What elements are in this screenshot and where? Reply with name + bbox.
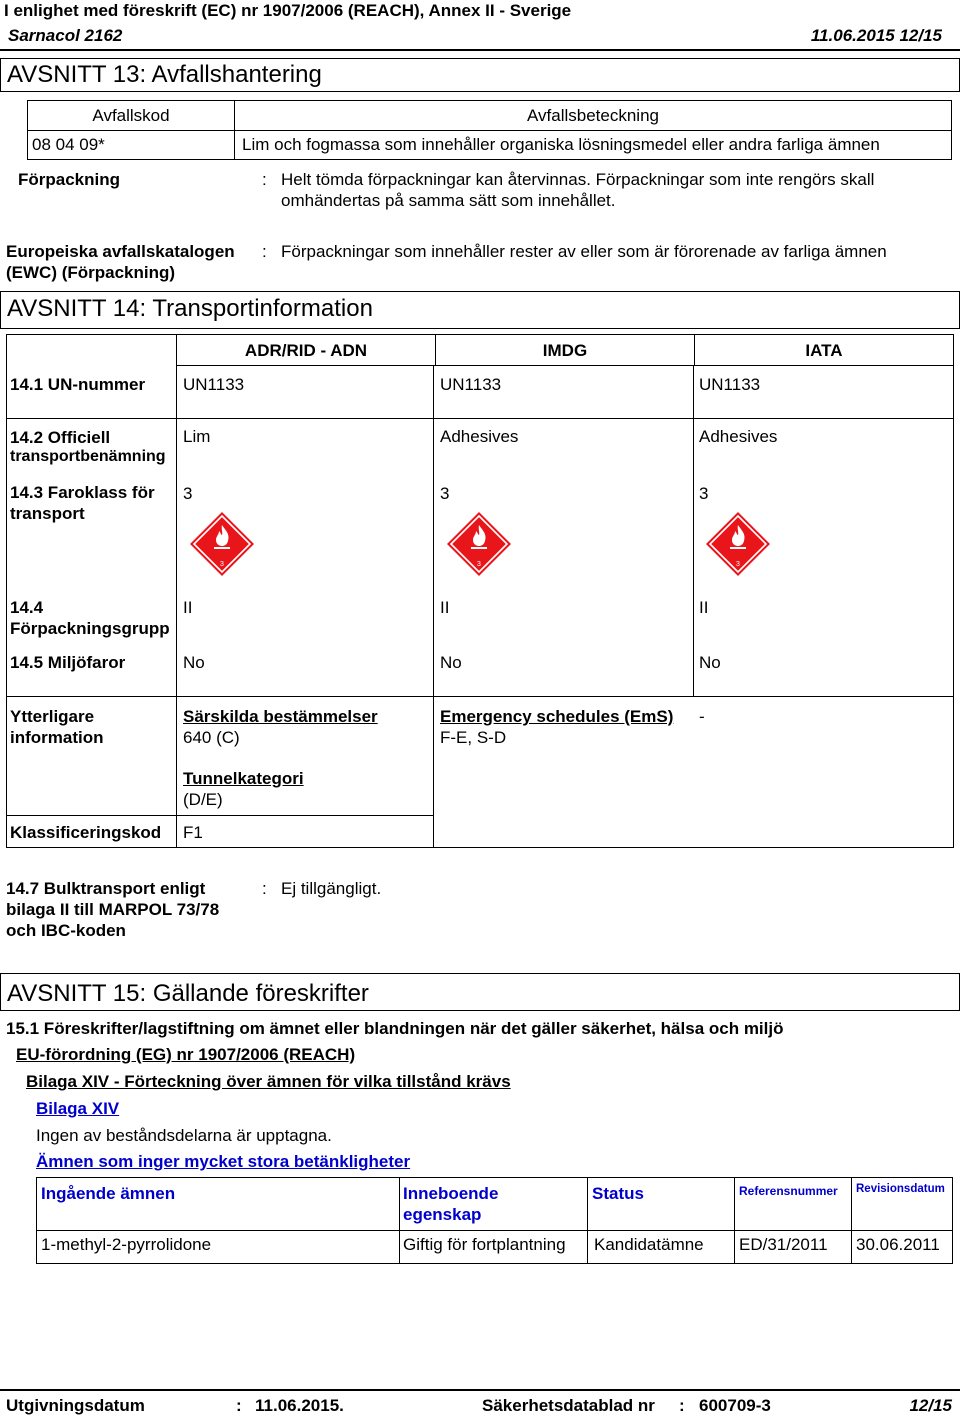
packing-group-imdg: II <box>440 598 450 617</box>
packing-group-adr: II <box>183 598 193 617</box>
table-divider <box>433 418 434 848</box>
colon: : <box>262 879 267 898</box>
transport-column-headers <box>176 334 954 366</box>
table-divider <box>176 418 177 848</box>
col-adr: ADR/RID - ADN <box>244 341 368 360</box>
table-divider <box>851 1178 852 1263</box>
packaging-text-line1: Helt tömda förpackningar kan återvinnas. Förpackningar som inte rengörs skall <box>281 170 875 189</box>
svhc-property: Giftig för fortplantning <box>403 1235 566 1254</box>
reach-regulation: EU-förordning (EG) nr 1907/2006 (REACH) <box>16 1045 356 1064</box>
section13-title: AVSNITT 13: Avfallshantering <box>7 61 322 88</box>
table-divider <box>6 696 954 697</box>
shipping-name-label-line2: transportbenämning <box>10 448 166 465</box>
ewc-label-line2: (EWC) (Förpackning) <box>6 263 176 282</box>
packing-group-iata: II <box>699 598 709 617</box>
svhc-substance: 1-methyl-2-pyrrolidone <box>41 1235 212 1254</box>
col-header-waste-description: Avfallsbeteckning <box>527 106 659 125</box>
section13-title-box <box>0 58 960 92</box>
table-divider <box>587 1178 588 1263</box>
issue-date-label: Utgivningsdatum <box>6 1396 145 1415</box>
hazard-class-label-line1: 14.3 Faroklass för <box>10 483 155 502</box>
waste-description: Lim och fogmassa som innehåller organiska lösningsmedel eller andra farliga ämnen <box>242 135 880 154</box>
colon: : <box>236 1396 242 1415</box>
issue-date-value: 11.06.2015. <box>255 1396 344 1415</box>
colon: : <box>679 1396 685 1415</box>
env-hazard-adr: No <box>183 653 205 672</box>
flammable-liquid-pictogram-iata <box>705 511 771 582</box>
ewc-text: Förpackningar som innehåller rester av eller som är förorenade av farliga ämnen <box>281 242 887 261</box>
packaging-label: Förpackning <box>18 170 121 189</box>
section15-title-box <box>0 973 960 1011</box>
packing-group-label-line1: 14.4 <box>10 598 44 617</box>
transport-table <box>6 334 954 848</box>
svhc-status: Kandidatämne <box>594 1235 704 1254</box>
svhc-header-property-line2: egenskap <box>403 1205 482 1224</box>
un-value-adr: UN1133 <box>183 375 245 394</box>
svg-text:3: 3 <box>477 561 481 568</box>
bulk-transport-label-line3: och IBC-koden <box>6 921 126 940</box>
table-divider <box>693 366 694 418</box>
table-divider <box>28 130 951 131</box>
table-divider <box>176 366 177 418</box>
shipping-name-imdg: Adhesives <box>440 427 519 446</box>
svhc-table <box>36 1177 953 1264</box>
svg-text:3: 3 <box>220 561 224 568</box>
section14-title: AVSNITT 14: Transportinformation <box>7 295 373 322</box>
col-header-waste-code: Avfallskod <box>92 106 170 125</box>
bulk-transport-label-line2: bilaga II till MARPOL 73/78 <box>6 900 220 919</box>
svhc-header-reference: Referensnummer <box>739 1184 838 1198</box>
section14-title-box <box>0 291 960 329</box>
table-divider <box>37 1230 952 1231</box>
hazard-class-imdg: 3 <box>440 484 450 503</box>
regulations-subtitle: 15.1 Föreskrifter/lagstiftning om ämnet eller blandningen när det gäller säkerhet, hälsa och miljö <box>6 1019 784 1038</box>
product-name: Sarnacol 2162 <box>8 26 123 45</box>
flammable-liquid-pictogram-adr <box>189 511 255 582</box>
svhc-header-revision: Revisionsdatum <box>856 1183 945 1195</box>
un-value-imdg: UN1133 <box>440 375 502 394</box>
section15-title: AVSNITT 15: Gällande föreskrifter <box>7 980 369 1007</box>
ewc-label-line1: Europeiska avfallskatalogen <box>6 242 235 261</box>
un-value-iata: UN1133 <box>699 375 761 394</box>
annex-xiv-text: Ingen av beståndsdelarna är upptagna. <box>36 1126 332 1145</box>
shipping-name-iata: Adhesives <box>699 427 778 446</box>
svhc-header-substance: Ingående ämnen <box>41 1184 176 1203</box>
svhc-header-property-line1: Inneboende <box>403 1184 499 1203</box>
tunnel-category-title: Tunnelkategori <box>183 769 304 788</box>
sds-number-value: 600709-3 <box>699 1396 771 1415</box>
special-provisions-title: Särskilda bestämmelser <box>183 707 378 726</box>
table-divider <box>433 366 434 418</box>
hazard-class-label-line2: transport <box>10 504 85 523</box>
hazard-class-iata: 3 <box>699 484 709 503</box>
header-divider <box>0 49 960 51</box>
annex-xiv-heading: Bilaga XIV - Förteckning över ämnen för vilka tillstånd krävs <box>26 1072 511 1091</box>
svhc-reference: ED/31/2011 <box>739 1235 828 1254</box>
bulk-transport-value: Ej tillgängligt. <box>281 879 382 898</box>
table-divider <box>734 1178 735 1263</box>
env-hazard-label: 14.5 Miljöfaror <box>10 653 126 672</box>
ems-title: Emergency schedules (EmS) <box>440 707 674 726</box>
additional-info-label-line2: information <box>10 728 104 747</box>
annex-xiv-link[interactable]: Bilaga XIV <box>36 1099 120 1118</box>
shipping-name-label-line1: 14.2 Officiell <box>10 428 111 447</box>
colon: : <box>262 170 267 189</box>
table-divider <box>399 1178 400 1263</box>
classification-code-value: F1 <box>183 823 203 842</box>
ems-value: F-E, S-D <box>440 728 507 747</box>
regulation-header: I enlighet med föreskrift (EC) nr 1907/2006 (REACH), Annex II - Sverige <box>4 1 572 20</box>
footer-divider <box>0 1389 960 1391</box>
col-imdg: IMDG <box>542 341 588 360</box>
svhc-link[interactable]: Ämnen som inger mycket stora betänkligheter <box>36 1152 411 1171</box>
svg-text:3: 3 <box>736 561 740 568</box>
un-number-label: 14.1 UN-nummer <box>10 375 146 394</box>
waste-code-table <box>27 100 952 160</box>
date-page: 11.06.2015 12/15 <box>810 26 942 45</box>
additional-info-label-line1: Ytterligare <box>10 707 95 726</box>
page-number: 12/15 <box>909 1396 952 1415</box>
iata-additional-value: - <box>699 707 705 726</box>
svhc-header-status: Status <box>592 1184 644 1203</box>
tunnel-category-value: (D/E) <box>183 790 223 809</box>
table-divider <box>6 815 434 816</box>
classification-code-label: Klassificeringskod <box>10 823 162 842</box>
sds-number-label: Säkerhetsdatablad nr <box>482 1396 655 1415</box>
special-provisions-value: 640 (C) <box>183 728 240 747</box>
colon: : <box>262 242 267 261</box>
waste-code: 08 04 09* <box>32 135 105 154</box>
packing-group-label-line2: Förpackningsgrupp <box>10 619 170 638</box>
env-hazard-iata: No <box>699 653 721 672</box>
table-divider <box>693 418 694 696</box>
svhc-revision: 30.06.2011 <box>856 1235 940 1254</box>
table-divider <box>6 418 954 419</box>
env-hazard-imdg: No <box>440 653 462 672</box>
packaging-text-line2: omhändertas på samma sätt som innehållet. <box>281 191 616 210</box>
col-iata: IATA <box>805 341 843 360</box>
flammable-liquid-pictogram-imdg <box>446 511 512 582</box>
bulk-transport-label-line1: 14.7 Bulktransport enligt <box>6 879 206 898</box>
shipping-name-adr: Lim <box>183 427 211 446</box>
hazard-class-adr: 3 <box>183 484 193 503</box>
